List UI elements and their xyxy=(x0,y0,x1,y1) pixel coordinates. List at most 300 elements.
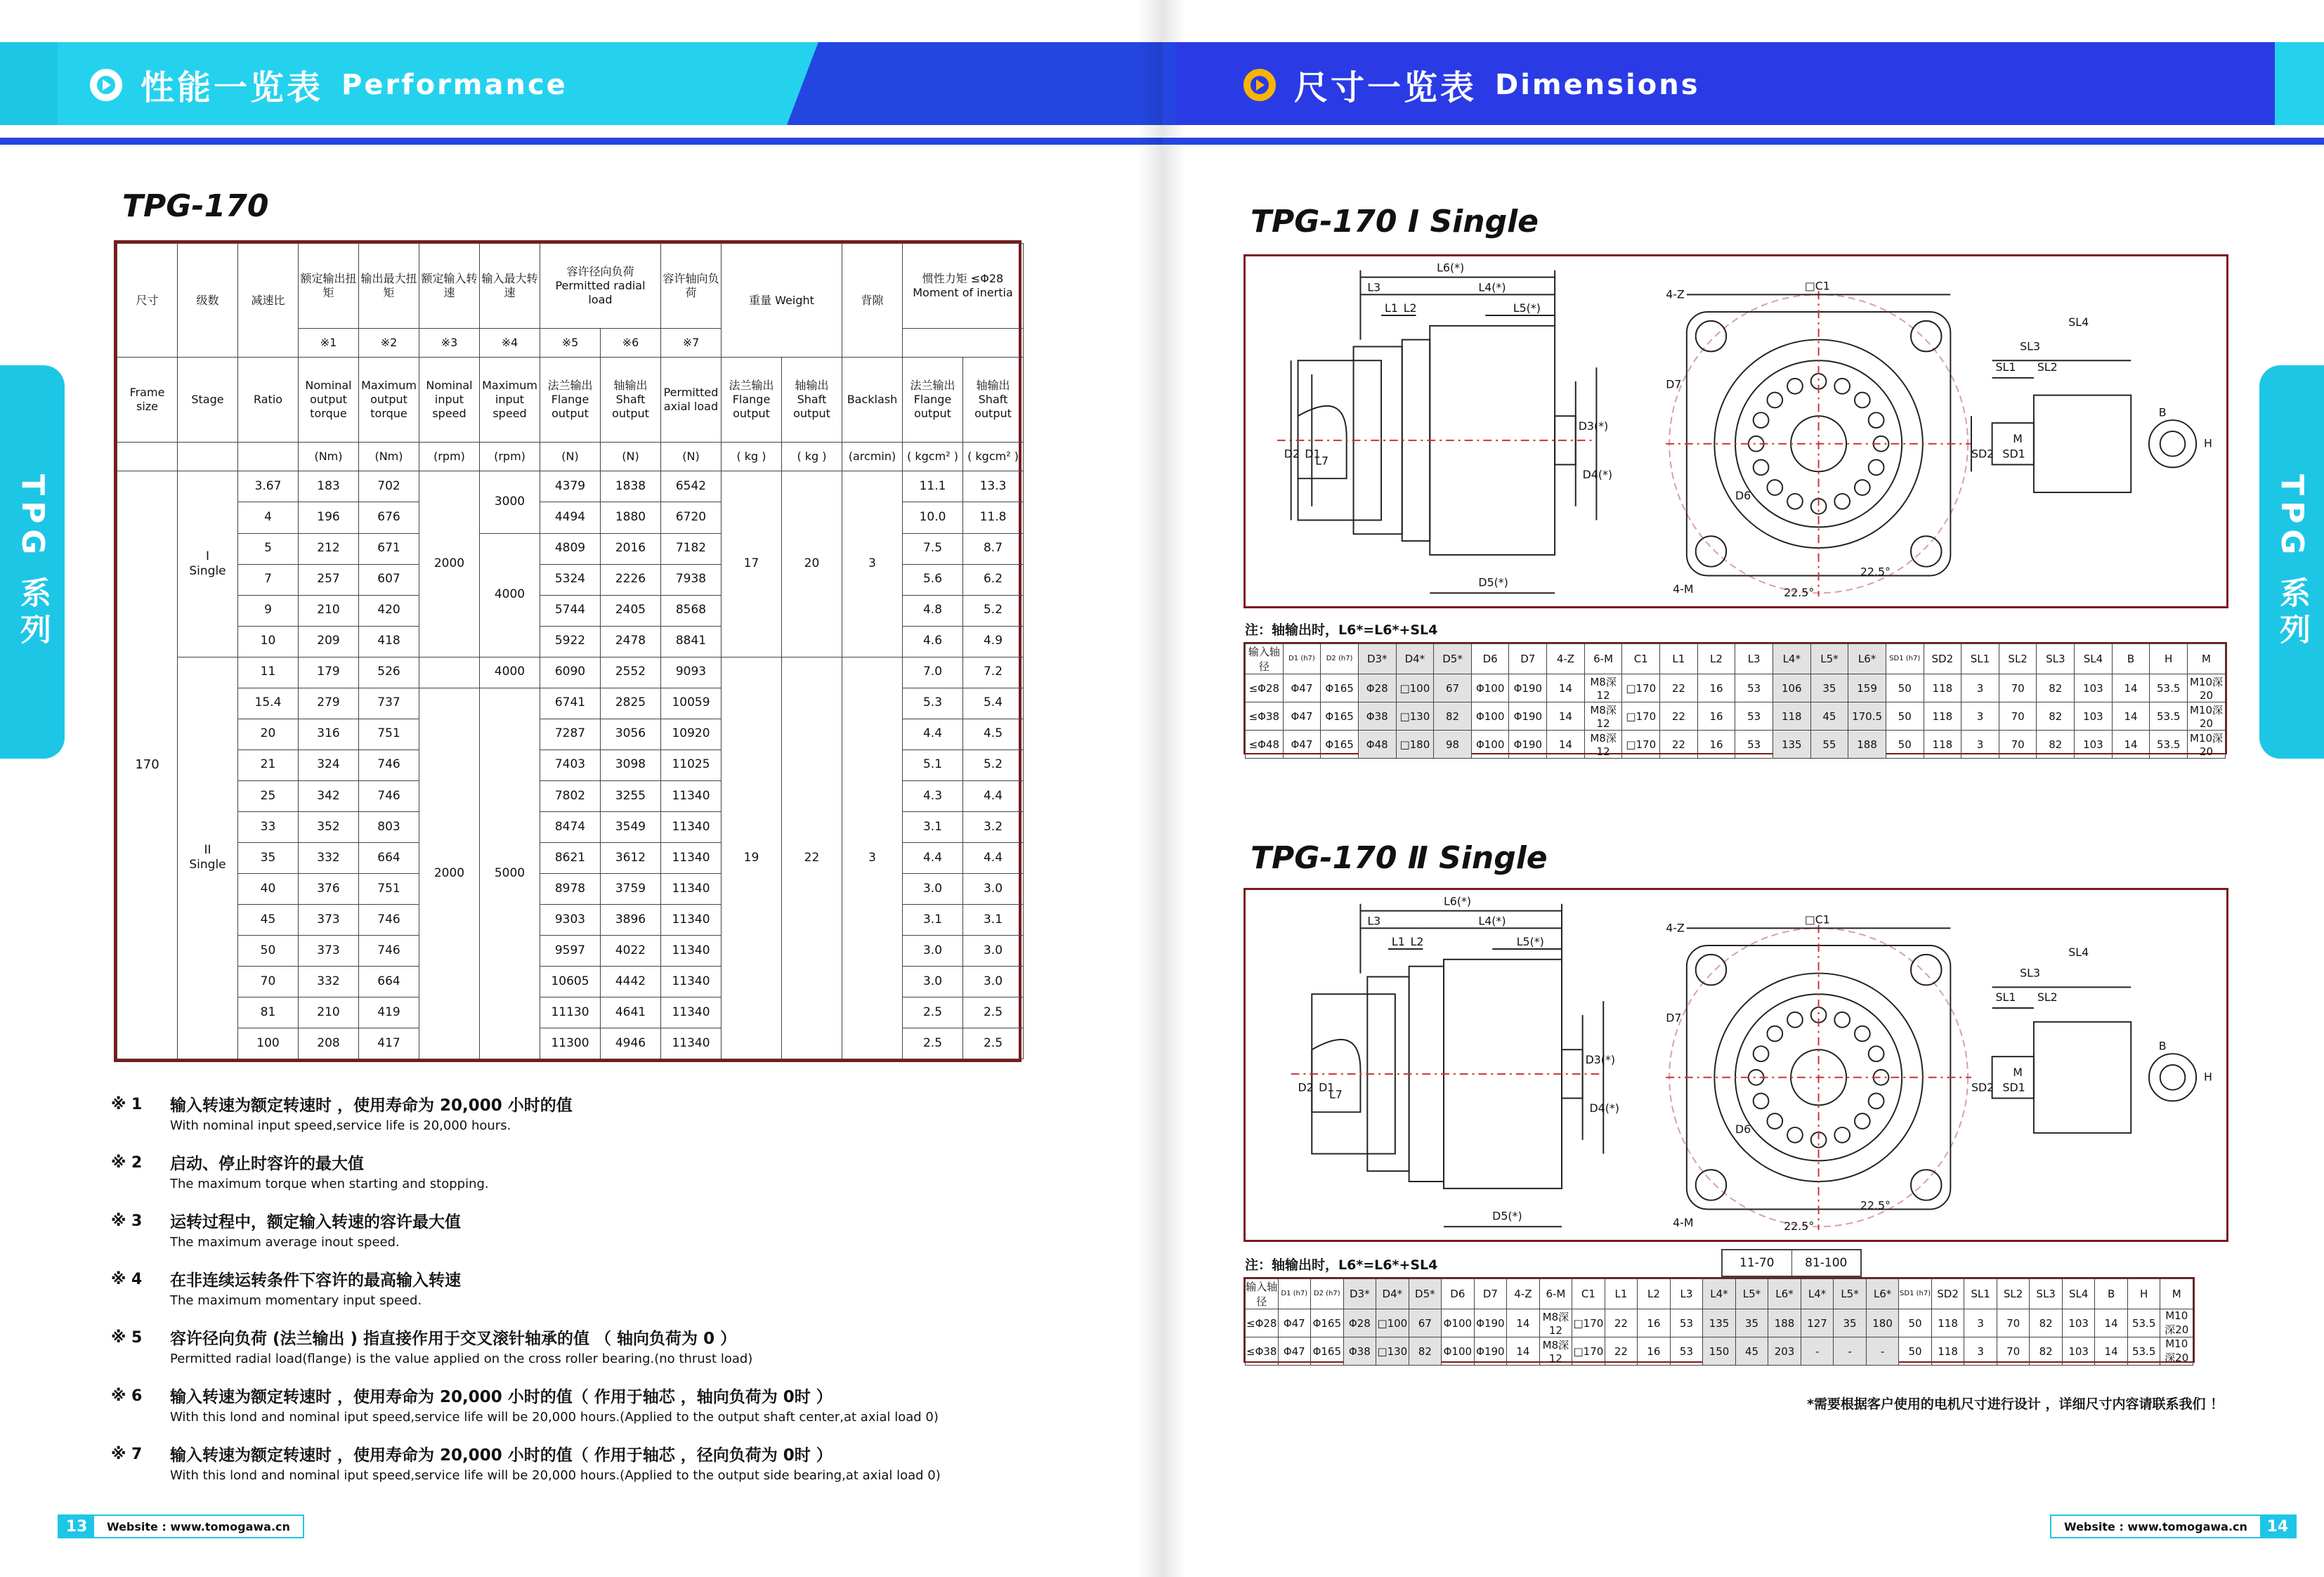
inertia-shaft-cell: 3.1 xyxy=(963,904,1024,935)
inertia-shaft-cell: 2.5 xyxy=(963,997,1024,1028)
series-side-tab-right xyxy=(2259,365,2324,759)
header-en-axial xyxy=(661,358,722,443)
dim-cell: Φ28 xyxy=(1358,674,1396,702)
dim-cell: - xyxy=(1801,1337,1834,1366)
footnote-cn: 在非连续运转条件下容许的最高输入转速 xyxy=(170,1271,461,1290)
radial-flange-cell: 6741 xyxy=(540,688,601,719)
header-axial-load-cn: 容许轴向负荷 xyxy=(661,244,722,329)
header-row-en xyxy=(117,358,1024,443)
dim-cell: 70 xyxy=(1997,1337,2030,1366)
book-gutter xyxy=(1138,0,1186,1577)
note-ref-7: ※7 xyxy=(661,328,722,358)
label-C1: □C1 xyxy=(1804,279,1830,293)
max-speed-cell: 4000 xyxy=(480,533,540,657)
axial-load-cell: 7182 xyxy=(661,533,722,564)
max-torque-cell: 803 xyxy=(359,811,419,842)
dim-cell: 16 xyxy=(1697,674,1735,702)
label-B: B xyxy=(2158,405,2167,419)
dim-cell: ≤Φ38 xyxy=(1246,1337,1279,1366)
label-L7: L7 xyxy=(1329,1087,1343,1101)
label-L6: L6(*) xyxy=(1437,261,1465,275)
header-stage-cn: 级数 xyxy=(178,244,238,358)
note-ref-4: ※4 xyxy=(480,328,540,358)
dim-cell: 16 xyxy=(1638,1309,1671,1337)
axial-load-cell: 11340 xyxy=(661,780,722,811)
dim-cell: Φ165 xyxy=(1321,674,1359,702)
inertia-flange-cell: 3.0 xyxy=(903,966,963,997)
dim-header-cell: L5* xyxy=(1810,644,1848,674)
header-row-units xyxy=(117,442,1024,471)
ratio-cell: 20 xyxy=(238,719,299,750)
inertia-flange-cell: 4.3 xyxy=(903,780,963,811)
dim-cell: 22 xyxy=(1660,702,1698,731)
dim-cell: 45 xyxy=(1810,702,1848,731)
dim-header-row xyxy=(1246,644,2226,674)
dim-cell: 35 xyxy=(1735,1309,1768,1337)
weight-shaft-cell: 22 xyxy=(782,657,842,1059)
dim-cell: 16 xyxy=(1638,1337,1671,1366)
nominal-torque-cell: 210 xyxy=(299,595,359,626)
max-torque-cell: 746 xyxy=(359,904,419,935)
header-input-speed-cn: 额定输入转速 xyxy=(419,244,480,329)
stage-en: Single xyxy=(189,564,226,579)
radial-flange-cell: 4379 xyxy=(540,471,601,502)
header-en-frame xyxy=(117,358,178,443)
dimension-table-2 xyxy=(1243,1277,2195,1363)
ratio-range-2: 81-100 xyxy=(1805,1256,1848,1270)
label-angle-1: 22.5° xyxy=(1784,1219,1815,1234)
footnote-en: With this lond and nominal iput speed,service life will be 20,000 hours.(Applied to the output shaft center,at axial load 0) xyxy=(170,1410,939,1425)
header-en-inertia-flange xyxy=(903,358,963,443)
nominal-torque-cell: 332 xyxy=(299,842,359,873)
dim-header-cell: B xyxy=(2095,1279,2128,1309)
radial-flange-cell: 7802 xyxy=(540,780,601,811)
max-speed-cell: 3000 xyxy=(480,471,540,533)
inertia-flange-cell: 5.6 xyxy=(903,564,963,595)
radial-shaft-cell: 3549 xyxy=(601,811,661,842)
radial-flange-cell: 8474 xyxy=(540,811,601,842)
note-ref-3: ※3 xyxy=(419,328,480,358)
dim-cell: 82 xyxy=(2037,674,2075,702)
dim-cell: 82 xyxy=(1409,1337,1442,1366)
inertia-shaft-cell: 7.2 xyxy=(963,657,1024,688)
dim-cell: 45 xyxy=(1735,1337,1768,1366)
dim-header-cell: L2 xyxy=(1697,644,1735,674)
dim-header-cell: D5* xyxy=(1409,1279,1442,1309)
footnote-text xyxy=(170,1212,461,1251)
series-side-tab xyxy=(0,365,65,759)
dim-cell: □170 xyxy=(1622,702,1660,731)
website-link[interactable]: Website : www.tomogawa.cn xyxy=(2064,1519,2247,1533)
header-en-label: Flange output xyxy=(551,393,589,421)
website-link[interactable]: Website : www.tomogawa.cn xyxy=(107,1519,290,1533)
ratio-cell: 4 xyxy=(238,502,299,533)
axial-load-cell: 8841 xyxy=(661,626,722,657)
label-D2: D2 xyxy=(1284,447,1300,461)
inertia-shaft-cell: 6.2 xyxy=(963,564,1024,595)
label-L2: L2 xyxy=(1410,935,1424,949)
max-torque-cell: 419 xyxy=(359,997,419,1028)
dim-header-cell: L6* xyxy=(1848,644,1886,674)
label-SD2: SD2 xyxy=(1971,447,1995,461)
inertia-shaft-cell: 5.2 xyxy=(963,595,1024,626)
footnote-mark: ※ 4 xyxy=(111,1271,143,1289)
dim-header-cell: M xyxy=(2160,1279,2193,1309)
dim-cell: 22 xyxy=(1660,731,1698,759)
shaft-note-1: 注：轴输出时，L6*=L6*+SL4 xyxy=(1245,622,1438,638)
dim-header-cell: 6-M xyxy=(1584,644,1622,674)
dim-cell: 82 xyxy=(1434,702,1472,731)
dim-cell: 135 xyxy=(1773,731,1810,759)
dim-cell: Φ100 xyxy=(1442,1309,1475,1337)
dim-cell: ≤Φ48 xyxy=(1246,731,1284,759)
dim-cell: 82 xyxy=(2030,1309,2063,1337)
radial-shaft-cell: 3255 xyxy=(601,780,661,811)
footnote-text xyxy=(170,1154,489,1193)
label-D6: D6 xyxy=(1735,1122,1751,1136)
radial-shaft-cell: 4946 xyxy=(601,1028,661,1059)
label-SL2: SL2 xyxy=(2037,990,2058,1005)
axial-load-cell: 6720 xyxy=(661,502,722,533)
dim-cell: Φ190 xyxy=(1509,731,1547,759)
ratio-cell: 9 xyxy=(238,595,299,626)
footnote-1 xyxy=(111,1096,1038,1134)
label-L1: L1 xyxy=(1385,301,1398,315)
unit-cell: (Nm) xyxy=(299,442,359,471)
dim-header-cell: L3 xyxy=(1670,1279,1703,1309)
dim-header-cell: 输入轴径 xyxy=(1246,644,1284,674)
dim-cell: 14 xyxy=(1547,702,1585,731)
dim-cell: 70 xyxy=(1999,674,2037,702)
inertia-flange-cell: 11.1 xyxy=(903,471,963,502)
dim-cell: □170 xyxy=(1622,674,1660,702)
max-torque-cell: 664 xyxy=(359,966,419,997)
axial-load-cell: 7938 xyxy=(661,564,722,595)
label-angle-2: 22.5° xyxy=(1860,565,1891,579)
label-SD2: SD2 xyxy=(1971,1080,1995,1094)
unit-blank xyxy=(178,442,238,471)
footnote-cn: 输入转速为额定转速时 ，使用寿命为 20,000 小时的值 xyxy=(170,1097,573,1115)
footnote-en: The maximum average inout speed. xyxy=(170,1235,400,1250)
dim-cell: 14 xyxy=(2112,674,2150,702)
inertia-shaft-cell: 3.0 xyxy=(963,966,1024,997)
nominal-torque-cell: 316 xyxy=(299,719,359,750)
dim-cell: ≤Φ28 xyxy=(1246,674,1284,702)
ratio-cell: 3.67 xyxy=(238,471,299,502)
dim-cell: - xyxy=(1866,1337,1899,1366)
header-inertia: 惯性力矩 ≤Φ28 Moment of inertia xyxy=(903,244,1024,329)
dim-cell: Φ47 xyxy=(1278,1337,1311,1366)
header-en-label: Flange output xyxy=(913,393,952,421)
dim-cell: 50 xyxy=(1899,1309,1932,1337)
max-torque-cell: 671 xyxy=(359,533,419,564)
unit-blank xyxy=(117,442,178,471)
dimension-drawing-1 xyxy=(1243,254,2228,608)
dim-cell: 98 xyxy=(1434,731,1472,759)
header-en-inertia-shaft xyxy=(963,358,1024,443)
dim-header-cell: L4* xyxy=(1703,1279,1736,1309)
dim-cell: □180 xyxy=(1396,731,1434,759)
dim-header-cell: SD2 xyxy=(1931,1279,1964,1309)
dim-cell: 82 xyxy=(2037,731,2075,759)
dim-cell: Φ28 xyxy=(1343,1309,1376,1337)
label-L4: L4(*) xyxy=(1478,280,1506,294)
header-en-label: Flange output xyxy=(732,393,771,421)
note-ref-6: ※6 xyxy=(601,328,661,358)
dim-cell: 53 xyxy=(1670,1309,1703,1337)
dim-row xyxy=(1246,1337,2193,1366)
dim-cell: Φ48 xyxy=(1358,731,1396,759)
dim-cell: 103 xyxy=(2075,674,2113,702)
dim-header-cell: H xyxy=(2127,1279,2160,1309)
inertia-flange-cell: 2.5 xyxy=(903,997,963,1028)
label-L7: L7 xyxy=(1315,454,1329,468)
dim-header-cell: L4* xyxy=(1801,1279,1834,1309)
radial-flange-cell: 4494 xyxy=(540,502,601,533)
header-sub-cn: 轴输出 xyxy=(976,379,1010,393)
footnote-text xyxy=(170,1271,461,1309)
dim-cell: Φ100 xyxy=(1471,731,1509,759)
dim-cell: 70 xyxy=(1999,702,2037,731)
max-torque-cell: 746 xyxy=(359,780,419,811)
dim-header-cell: D1 (h7) xyxy=(1278,1279,1311,1309)
dim-header-cell: 4-Z xyxy=(1507,1279,1540,1309)
dim-header-cell: L5* xyxy=(1834,1279,1867,1309)
dim-cell: 53 xyxy=(1670,1337,1703,1366)
unit-cell: (N) xyxy=(540,442,601,471)
radial-flange-cell: 7403 xyxy=(540,750,601,780)
inertia-shaft-cell: 11.8 xyxy=(963,502,1024,533)
label-SL4: SL4 xyxy=(2068,315,2089,329)
radial-flange-cell: 6090 xyxy=(540,657,601,688)
max-speed-cell: 4000 xyxy=(480,657,540,688)
footnote-en: With nominal input speed,service life is 20,000 hours. xyxy=(170,1118,511,1133)
unit-cell: ( kgcm² ) xyxy=(963,442,1024,471)
dim-cell: Φ165 xyxy=(1311,1309,1344,1337)
backlash-cell: 3 xyxy=(842,471,903,657)
radial-shaft-cell: 3896 xyxy=(601,904,661,935)
dim-cell: Φ190 xyxy=(1509,674,1547,702)
nominal-torque-cell: 257 xyxy=(299,564,359,595)
inertia-shaft-cell: 2.5 xyxy=(963,1028,1024,1059)
axial-load-cell: 11340 xyxy=(661,842,722,873)
ratio-range-1: 11-70 xyxy=(1723,1250,1792,1276)
label-L3: L3 xyxy=(1367,280,1381,294)
header-en-max-torque xyxy=(359,358,419,443)
footnote-mark: ※ 3 xyxy=(111,1212,143,1231)
label-M: M xyxy=(2013,1065,2023,1079)
dim-cell: 159 xyxy=(1848,674,1886,702)
inertia-shaft-cell: 4.5 xyxy=(963,719,1024,750)
header-en-label: Shaft output xyxy=(612,393,649,421)
ratio-cell: 21 xyxy=(238,750,299,780)
header-sub-cn: 法兰输出 xyxy=(910,379,955,393)
nominal-torque-cell: 179 xyxy=(299,657,359,688)
input-speed-cell: 2000 xyxy=(419,471,480,657)
header-radial-load-cn: 容许径向负荷 Permitted radial load xyxy=(540,244,661,329)
backlash-cell: 3 xyxy=(842,657,903,1059)
label-L5: L5(*) xyxy=(1513,301,1541,315)
radial-shaft-cell: 3612 xyxy=(601,842,661,873)
dim-cell: 118 xyxy=(1931,1309,1964,1337)
unit-cell: (Nm) xyxy=(359,442,419,471)
input-speed-cell: 2000 xyxy=(419,688,480,1059)
footnotes xyxy=(111,1096,1038,1505)
footnote-mark: ※ 2 xyxy=(111,1154,143,1172)
label-4Z: 4-Z xyxy=(1666,921,1685,935)
note-ref-2: ※2 xyxy=(359,328,419,358)
radial-flange-cell: 5744 xyxy=(540,595,601,626)
dim-cell: 67 xyxy=(1434,674,1472,702)
stage-cn: I xyxy=(205,549,209,563)
dim-cell: 14 xyxy=(2112,731,2150,759)
ratio-cell: 25 xyxy=(238,780,299,811)
dim-header-cell: C1 xyxy=(1622,644,1660,674)
dim-cell: Φ100 xyxy=(1471,674,1509,702)
dim-cell: M8深12 xyxy=(1584,702,1622,731)
inertia-flange-cell: 10.0 xyxy=(903,502,963,533)
header-max-torque-cn: 输出最大扭矩 xyxy=(359,244,419,329)
nominal-torque-cell: 210 xyxy=(299,997,359,1028)
inertia-flange-cell: 4.4 xyxy=(903,719,963,750)
dim-header-cell: D2 (h7) xyxy=(1311,1279,1344,1309)
dim-cell: 14 xyxy=(1547,731,1585,759)
unit-cell: (rpm) xyxy=(419,442,480,471)
inertia-shaft-cell: 5.4 xyxy=(963,688,1024,719)
dim-header-cell: D4* xyxy=(1376,1279,1409,1309)
dim-cell: Φ38 xyxy=(1343,1337,1376,1366)
dimension-table-1 xyxy=(1243,642,2227,758)
max-torque-cell: 751 xyxy=(359,719,419,750)
label-C1: □C1 xyxy=(1804,912,1830,927)
dim-cell: 16 xyxy=(1697,731,1735,759)
footnote-3 xyxy=(111,1212,1038,1251)
inertia-shaft-cell: 3.2 xyxy=(963,811,1024,842)
stage-label xyxy=(178,657,238,1059)
max-torque-cell: 676 xyxy=(359,502,419,533)
label-SD1: SD1 xyxy=(2002,1080,2025,1094)
dim-cell: 50 xyxy=(1886,674,1924,702)
dim-cell: □100 xyxy=(1376,1309,1409,1337)
footnote-cn: 运转过程中，额定输入转速的容许最大值 xyxy=(170,1213,461,1232)
header-en-stage xyxy=(178,358,238,443)
header-nominal-torque-cn: 额定输出扭矩 xyxy=(299,244,359,329)
inertia-shaft-cell: 13.3 xyxy=(963,471,1024,502)
stage-cn: II xyxy=(204,843,211,858)
footnote-en: The maximum momentary input speed. xyxy=(170,1293,422,1309)
stage-en: Single xyxy=(189,858,226,872)
radial-shaft-cell: 3759 xyxy=(601,873,661,904)
ratio-cell: 15.4 xyxy=(238,688,299,719)
footnote-mark: ※ 5 xyxy=(111,1329,143,1347)
inertia-shaft-cell: 5.2 xyxy=(963,750,1024,780)
dim-header-cell: D3* xyxy=(1343,1279,1376,1309)
dim-header-cell: SD2 xyxy=(1924,644,1961,674)
axial-load-cell: 11340 xyxy=(661,935,722,966)
label-B: B xyxy=(2158,1039,2167,1053)
dim-cell: 82 xyxy=(2030,1337,2063,1366)
dim-cell: Φ47 xyxy=(1283,674,1321,702)
header-inertia-blank xyxy=(903,328,1024,358)
dim-cell: 14 xyxy=(1507,1309,1540,1337)
axial-load-cell: 11340 xyxy=(661,1028,722,1059)
dim-cell: 35 xyxy=(1810,674,1848,702)
header-en-label: Nominal input speed xyxy=(426,379,473,421)
ratio-cell: 11 xyxy=(238,657,299,688)
dim-row xyxy=(1246,702,2226,731)
header-title xyxy=(90,60,568,109)
dim-header-cell: SD1 (h7) xyxy=(1899,1279,1932,1309)
dim-cell: 53 xyxy=(1735,731,1773,759)
header-ratio-cn: 减速比 xyxy=(238,244,299,358)
dim-header-cell: L6* xyxy=(1768,1279,1801,1309)
axial-load-cell: 11340 xyxy=(661,873,722,904)
radial-shaft-cell: 1880 xyxy=(601,502,661,533)
inertia-flange-cell: 3.1 xyxy=(903,904,963,935)
header-en-backlash xyxy=(842,358,903,443)
label-L2: L2 xyxy=(1403,301,1417,315)
dim-cell: M10深20 xyxy=(2160,1309,2193,1337)
dim-header-cell: D4* xyxy=(1396,644,1434,674)
dim-cell: 106 xyxy=(1773,674,1810,702)
dim-header-cell: SD1 (h7) xyxy=(1886,644,1924,674)
dim-cell: 82 xyxy=(2037,702,2075,731)
header-en-weight-shaft xyxy=(782,358,842,443)
inertia-shaft-cell: 3.0 xyxy=(963,873,1024,904)
inertia-shaft-cell: 4.4 xyxy=(963,780,1024,811)
label-4M: 4-M xyxy=(1673,1216,1694,1230)
dim-cell: 53.5 xyxy=(2150,731,2188,759)
footnote-2 xyxy=(111,1154,1038,1193)
nominal-torque-cell: 376 xyxy=(299,873,359,904)
header-en-radial-shaft xyxy=(601,358,661,443)
radial-shaft-cell: 2016 xyxy=(601,533,661,564)
max-torque-cell: 526 xyxy=(359,657,419,688)
label-4M: 4-M xyxy=(1673,582,1694,596)
label-D7: D7 xyxy=(1666,1011,1682,1025)
ratio-cell: 35 xyxy=(238,842,299,873)
radial-flange-cell: 9597 xyxy=(540,935,601,966)
dim-header-cell: L3 xyxy=(1735,644,1773,674)
dim-cell: 53.5 xyxy=(2127,1309,2160,1337)
dim-cell: 135 xyxy=(1703,1309,1736,1337)
inertia-flange-cell: 3.0 xyxy=(903,873,963,904)
dim-cell: 127 xyxy=(1801,1309,1834,1337)
dim-header-cell: H xyxy=(2150,644,2188,674)
dim-cell: 3 xyxy=(1964,1309,1997,1337)
dim-header-cell: M xyxy=(2188,644,2226,674)
dim-cell: 67 xyxy=(1409,1309,1442,1337)
dim-cell: □130 xyxy=(1396,702,1434,731)
dim-cell: 118 xyxy=(1924,674,1961,702)
dim-cell: 203 xyxy=(1768,1337,1801,1366)
dim-cell: 70 xyxy=(1999,731,2037,759)
header-frame-cn: 尺寸 xyxy=(117,244,178,358)
nominal-torque-cell: 332 xyxy=(299,966,359,997)
dim-cell: 55 xyxy=(1810,731,1848,759)
inertia-flange-cell: 7.0 xyxy=(903,657,963,688)
label-L6: L6(*) xyxy=(1444,894,1472,908)
inertia-flange-cell: 3.0 xyxy=(903,935,963,966)
inertia-shaft-cell: 8.7 xyxy=(963,533,1024,564)
header-underline xyxy=(0,138,1162,145)
dim-cell: 3 xyxy=(1961,702,1999,731)
ratio-cell: 100 xyxy=(238,1028,299,1059)
label-SL2: SL2 xyxy=(2037,360,2058,374)
label-D5: D5(*) xyxy=(1478,575,1508,589)
nominal-torque-cell: 209 xyxy=(299,626,359,657)
dim-header-cell: L2 xyxy=(1638,1279,1671,1309)
